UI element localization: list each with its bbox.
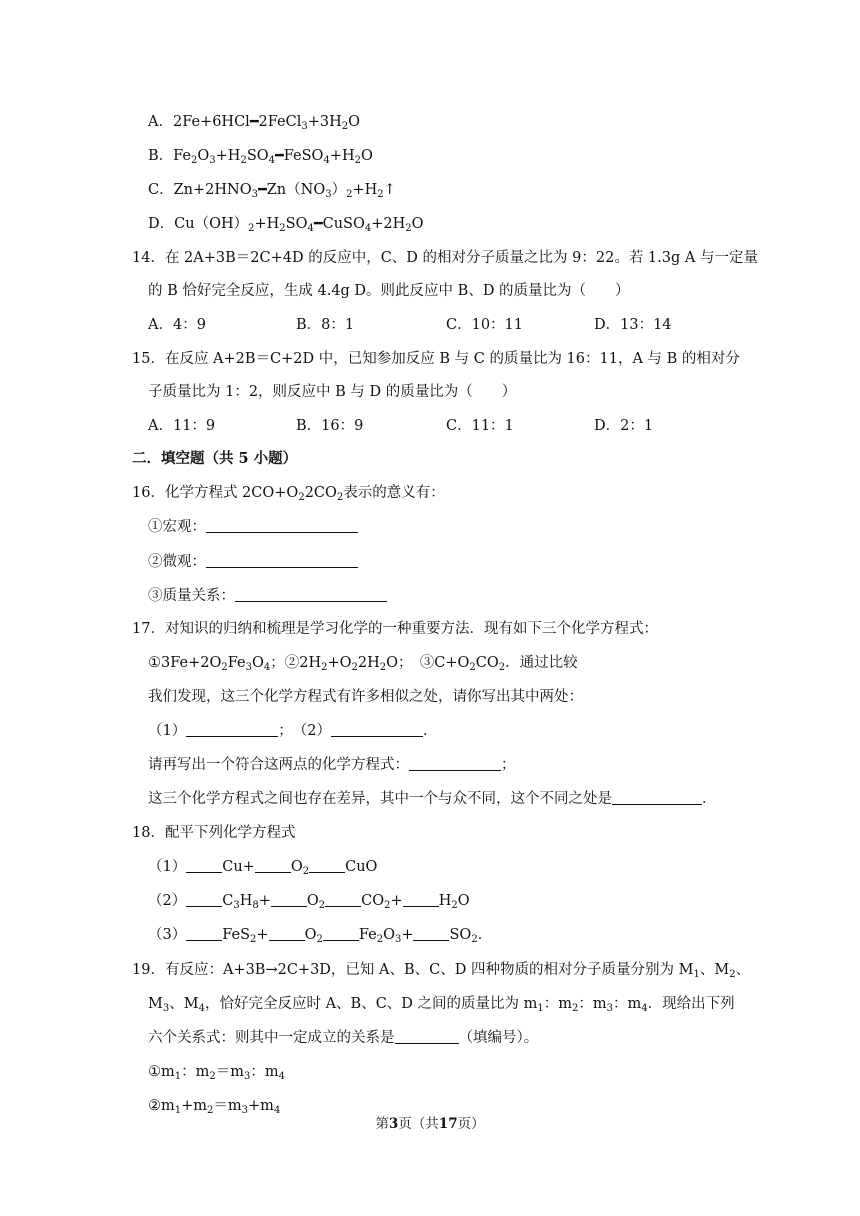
q16-stem: 16．化学方程式 $2CO+O_22CO_2$表示的意义有： xyxy=(132,485,445,503)
q18-equation-2: （2） $C_3H_8+ O_2$ $CO_2+ H_2O$ xyxy=(148,893,470,911)
q13-option-d: D．$Cu(OH)_2+H_2SO_4━CuSO_4+2H_2O$ xyxy=(148,215,424,234)
q15-option-a: A．11：9 xyxy=(148,418,216,434)
page-number: 3 xyxy=(388,1116,399,1132)
q18-1-blank-a[interactable] xyxy=(186,857,222,873)
q18-3-blank-b[interactable] xyxy=(269,925,305,941)
q15-option-d: D．2：1 xyxy=(594,418,654,434)
q16-blank-mass[interactable] xyxy=(235,586,387,602)
q16-blank-macro[interactable] xyxy=(206,517,358,533)
q17-blank-4[interactable] xyxy=(612,789,702,805)
q19-blank[interactable] xyxy=(395,1028,459,1044)
q17-equations: $①3Fe+2O_2Fe_3O_4$；$②2H_2+O_22H_2O$； $③C+O_2CO_2$．通过比较 xyxy=(148,655,578,673)
q19-stem-line2: $M_3$、$M_4$，恰好完全反应时 A、B、C、D 之间的质量比为 $m_1$：$m_2$：$m_3$：$m_4$．现给出下列 xyxy=(148,996,735,1014)
section-2-title: 二．填空题（共 5 小题） xyxy=(132,450,298,467)
q18-2-blank-d[interactable] xyxy=(403,891,439,907)
page-footer: 第3页（共17页） xyxy=(375,1116,485,1132)
q18-equation-3: （3） $FeS_2+ O_2$ $Fe_2O_3+ SO_2$． xyxy=(148,927,493,945)
q18-1-blank-b[interactable] xyxy=(255,857,291,873)
q15-option-c: C．11：1 xyxy=(446,418,514,434)
q17-blanks-line: （1） ； （2） ． xyxy=(148,723,438,739)
q18-1-blank-c[interactable] xyxy=(309,857,345,873)
q17-blank-1[interactable] xyxy=(186,721,278,737)
q17-blank-2[interactable] xyxy=(331,721,423,737)
q19-stem-line1: 19．有反应：A+3B→2C+3D，已知 A、B、C、D 四种物质的相对分子质量分别为 $M_1$、$M_2$、 xyxy=(132,962,751,980)
q14-option-d: D．13：14 xyxy=(594,317,672,333)
q18-2-blank-b[interactable] xyxy=(271,891,307,907)
q17-stem-line6: 这三个化学方程式之间也存在差异，其中一个与众不同，这个不同之处是 ． xyxy=(148,791,717,807)
q16-item-micro: ②微观： xyxy=(148,552,358,572)
q18-3-blank-d[interactable] xyxy=(413,925,449,941)
q13-option-c: C．$Zn+2HNO_3━Zn(NO_3)_2+H_2↑$ xyxy=(148,181,396,200)
q18-title: 18．配平下列化学方程式 xyxy=(132,825,296,841)
q18-2-blank-a[interactable] xyxy=(186,891,222,907)
q14-stem-line1: 14．在 2A+3B＝2C+4D 的反应中，C、D 的相对分子质量之比为 9：22。若 1.3g A 与一定量 xyxy=(132,250,758,266)
q13-option-b: B．$Fe_2O_3+H_2SO_4━FeSO_4+H_2O$ xyxy=(148,147,373,166)
q14-stem-line2: 的 B 恰好完全反应，生成 4.4g D。则此反应中 B、D 的质量比为（ ） xyxy=(148,283,630,299)
q14-option-b: B．8：1 xyxy=(296,317,355,333)
q16-item-mass: ③质量关系： xyxy=(148,586,387,606)
q17-stem-line5: 请再写出一个符合这两点的化学方程式： ； xyxy=(148,757,516,773)
q16-blank-micro[interactable] xyxy=(206,552,358,568)
q18-3-blank-a[interactable] xyxy=(186,925,222,941)
q17-blank-3[interactable] xyxy=(409,755,501,771)
q16-item-macro: ①宏观： xyxy=(148,517,358,537)
q18-3-blank-c[interactable] xyxy=(323,925,359,941)
q17-stem-line3: 我们发现，这三个化学方程式有许多相似之处，请你写出其中两处： xyxy=(148,689,583,705)
page-total: 17 xyxy=(438,1116,458,1132)
q14-option-a: A．4：9 xyxy=(148,317,206,333)
q13-option-a: A．$2Fe+6HCl━2FeCl_3+3H_2O$ xyxy=(148,113,361,132)
q18-2-blank-c[interactable] xyxy=(325,891,361,907)
q19-relation-1: $①m_1$：$m_2=m_3$：$m_4$ xyxy=(148,1064,285,1082)
q15-stem-line1: 15．在反应 A+2B＝C+2D 中，已知参加反应 B 与 C 的质量比为 16：11，A 与 B 的相对分 xyxy=(132,351,740,367)
q14-option-c: C．10：11 xyxy=(446,317,523,333)
q15-stem-line2: 子质量比为 1：2，则反应中 B 与 D 的质量比为（ ） xyxy=(148,384,517,400)
q19-stem-line3: 六个关系式：则其中一定成立的关系是 （填编号）。 xyxy=(148,1030,539,1046)
q19-relation-2: $②m_1+m_2=m_3+m_4$ xyxy=(148,1098,281,1116)
q18-equation-1: （1） $Cu+ O_2$ CuO xyxy=(148,859,378,877)
q15-option-b: B．16：9 xyxy=(296,418,364,434)
q17-stem-line1: 17．对知识的归纳和梳理是学习化学的一种重要方法．现有如下三个化学方程式： xyxy=(132,621,658,637)
